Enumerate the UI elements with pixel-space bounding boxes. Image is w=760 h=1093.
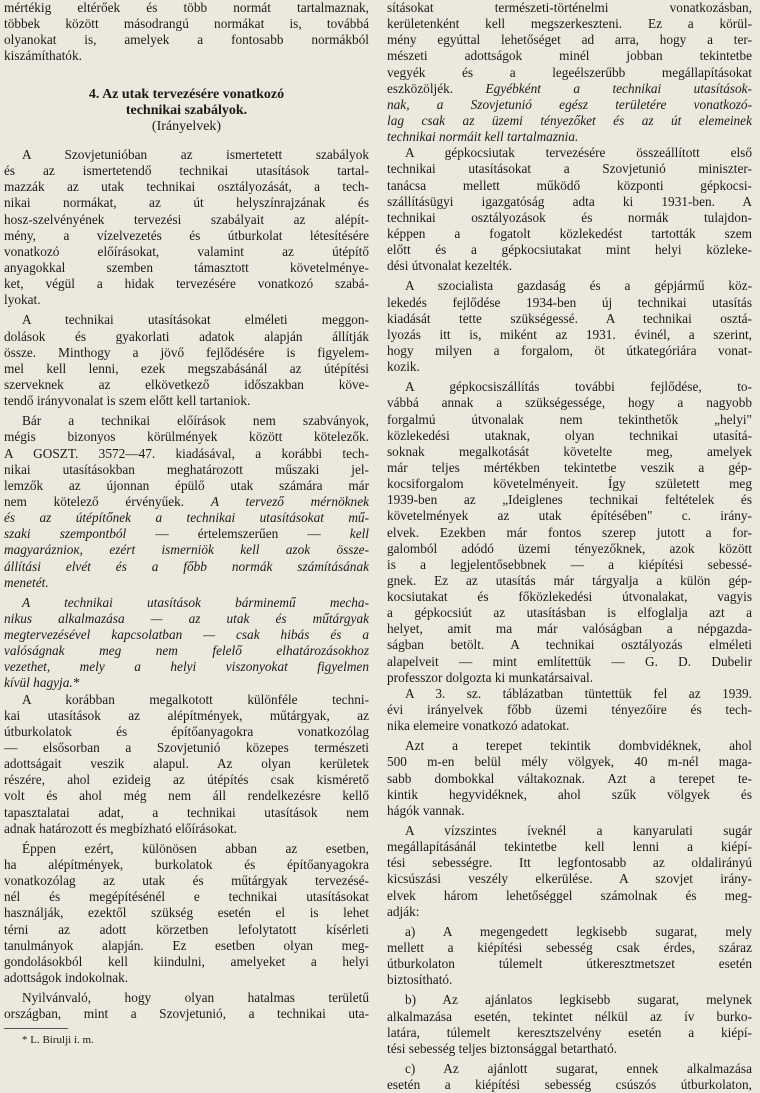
text-line: ságban betölt. A technikai osztályozás elméleti [387,637,752,653]
italic-span: valóságnak meg nem felelő elhatározásokhoz [4,643,369,659]
text-line: hogy milyen a forgalom, öt útkategóriára vonat- [387,342,752,358]
text-line: anyagokkal szemben támasztott követelménye- [4,259,369,275]
text-line: hágók vannak. [387,802,465,818]
text-line: adottságait veszik alapul. Az olyan kerületek [4,756,369,772]
text-line: forgalmú útvonalak nem tekinthetők „helyi" [387,411,752,427]
text-line: b) Az ajánlatos legkisebb sugarat, melynek [405,992,752,1008]
text-line: sításokat természeti-történelmi vonatkozásban, [387,0,752,15]
section-heading: 4. Az utak tervezésére vonatkozó [88,86,285,102]
text-line: mégis bizonyos körülmények között kötelezők. [4,429,369,445]
text-line: többek között másodrangú normákat is, továbbá [4,16,369,32]
text-line: elvek három lehetőséggel számolnak és meg- [387,887,752,903]
text-line [4,675,369,691]
paragraph [387,145,752,274]
text-line: dolások és gyakorlati adatok alapján állítják [4,328,369,344]
text-line: mértékig eltérőek és több normát tartalmaznak, [4,0,369,15]
text-line: tanulmányok alapján. Ez esetben olyan meg- [4,937,369,953]
text-line: esetén a kiépítési sebesség csúszós útburkolaton, [387,1077,752,1093]
text-line: előtt és a gépkocsiutakat mint helyi közleke- [387,242,752,258]
italic-span: magyaráznioк, ezért ismerniök kell azok össze- [4,542,369,558]
italic-span: Egyébként a technikai utasítások- [485,80,752,96]
text-line: kintik hegyvidéknek, ahol szűk völgyek és [387,786,752,802]
text-line: már teljes mértékben tekintetbe veszik a gép- [387,459,752,475]
paragraph [387,686,752,734]
text-line: képpen a fogatolt közlekedést tartották szem [387,225,752,241]
text-line: vonatkozó előírásokat, valamint az útépítő [4,243,369,259]
text-line [4,559,369,575]
text-line: nikai normákat, az út helyszínrajzának és [4,195,369,211]
text-line: tési sebességre. Itt legfontosabb az oldalirányú [387,855,752,871]
paragraph [4,312,369,409]
italic-span: vezethet, mely a helyi viszonyokat figyelmen [4,659,369,675]
right-column [387,0,752,1093]
text-line: technikai utasításokat a Szovjetunió miniszter- [387,161,752,177]
text-line: mel kell lenni, ezek megszabásánál az útépítési [4,360,369,376]
text-line: c) Az ajánlott sugarat, ennek alkalmazása [405,1061,752,1076]
paragraph [4,0,369,65]
text-line: szerveknek az elkövetkező időszakban köve- [4,376,369,392]
text-line: technikai osztályozások és normák tulajdon- [387,209,752,225]
text-line: alkalmazása esetén, tekintet nélkül az ív burko- [387,1008,752,1024]
text-line: adják: [387,903,420,919]
text-line: közlekedési utaknak, olyan technikai utasítá- [387,427,752,443]
text-line: követelmények az utak építésében" c. irány- [387,508,752,524]
italic-span: megtervezésével kapcsolatban — csak hibás és a [4,627,369,643]
italic-span: nak, a Szovjetunió egész területére vonatkozó- [387,96,752,112]
text-line: évi irányelvek főbb üzemi tényezőire és tech- [387,702,752,718]
text-line: ha alépítmények, burkolatok és építőanyagokra [4,857,369,873]
text-line: használják, ezektől szükség esetén el is lehet [4,905,369,921]
text-line: A 3. sz. táblázatban tüntettük fel az 1939. [405,685,752,701]
text-line: kiadását tette szükségessé. A technikai osztá- [387,310,752,326]
paragraph [387,0,752,145]
text-line [4,627,369,643]
text-line: A Szovjetunióban az ismertetett szabályok [22,146,369,162]
text-line: professzor dolgozta ki munkatársaival. [387,669,594,685]
text-line: A GOSZT. 3572—47. kiadásával, a korábbi tech- [4,445,369,461]
text-line: tapasztalatai adat, a technikai utasítások nem [4,804,369,820]
text-line: lekedés fejlődése 1934-ben új technikai utasítás [387,294,752,310]
text-line: sabb dombokkal váltakoznak. Azt a terepet te- [387,770,752,786]
paragraph [4,692,369,837]
text-line: vábbá annak a szükségessége, hogy a nagyobb [387,395,752,411]
text-line: össze. Minthogy a jövő fejlődésére is figyelem- [4,344,369,360]
text-line: tanácsa mellett működő központi gépkocsi- [387,177,752,193]
text-line: mény, a vízelvezetés és útburkolat létesítésére [4,227,369,243]
italic-span: és az útépítőnek a technikai utasításokat mű- [4,510,369,526]
text-line [4,542,369,558]
text-line: olyanokat is, amelyek a fontosabb normákból [4,32,369,48]
text-line: lyokat. [4,292,41,308]
text-line: Azt a terepet tekintik dombvidéknek, ahol [405,738,752,754]
italic-span: kell [349,526,369,542]
italic-span: A technikai utasítások bárminemű mecha- [22,594,369,610]
text-line [4,595,369,611]
text-line [4,659,369,675]
text-line: soknak megalkotását követelte meg, amelyek [387,443,752,459]
text-line: nél és megépítésénél e technikai utasításokat [4,889,369,905]
italic-span: technikai normáit kell tartalmazniа. [387,129,579,145]
text-line: dési útvonalat kezelték. [387,258,513,274]
text-line: adnak határozott és megbízható előírásokat. [4,820,237,836]
text-line: útburkolaton túlemelt útkeresztmetszet esetén [387,956,752,972]
paragraph [4,841,369,986]
text-line: latára, túlemelt keresztszelvény esetén a kiépí- [387,1024,752,1040]
text-line: kozik. [387,359,420,375]
text-line: kerületenként kell megszerkeszteni. Ez a körül- [387,16,752,32]
text-line: vonatkozólag az utak és műtárgyak tervezésé- [4,873,369,889]
text-line: szállításügyi igazgatóság adta ki 1931-ben. A [387,193,752,209]
text-line: nika elemeire vonatkozó adatokat. [387,718,570,734]
text-line: tési sebesség teljes biztonsággal betartható. [387,1040,618,1056]
text-line: gondolásokból kell kiindulni, amelyeket a helyi [4,953,369,969]
text-line: A gépkocsiutak tervezésére összeállított első [405,145,752,161]
text-line: — elsősorban a Szovjetunió közepes természeti [4,740,369,756]
text-line: A szocialista gazdaság és a gépjármű köz- [405,278,752,294]
text-line: biztosítható. [387,972,453,988]
text-line: alapelveit — mint említettük — G. D. Dubelir [387,653,752,669]
paragraph [4,595,369,692]
text-line: kiszámíthatók. [4,48,82,64]
text-line: kocsiforgalom követelményeit. Így született meg [387,476,752,492]
text-line: Bár a technikai előírások nem szabványok, [22,413,369,429]
text-line: 500 m-en belül mély völgyek, 40 m-nél maga- [387,754,752,770]
italic-span: menetét. [4,574,49,590]
italic-span: A tervező mérnöknek [210,493,369,509]
text-line: mellett a kiépítési sebesség csak érdes, száraz [387,940,752,956]
text-line: A technikai utasításokat elméleti meggon- [22,312,369,328]
text-line: lemzők az újonnan épülő utak számára már [4,477,369,493]
text-line: volt és ahol még nem áll rendelkezésre kellő [4,788,369,804]
text-line: helyet, amit ma már valóságban a népgazda- [387,621,752,637]
italic-span: lag csak az üzemi tényezőket és az út elemeinek [387,112,752,128]
paragraph [4,413,369,591]
paragraph [4,990,369,1022]
text-line: útburkolatok és építőanyagokra vonatkozólag [4,723,369,739]
text-line [4,510,369,526]
paragraph [387,278,752,375]
text-line: nikai utasításokban meghatározott műszaki jel- [4,461,369,477]
italic-span: kívül hagyja.* [4,675,80,691]
text-line: ket, végül a hidak tervezésére vonatkozó szabá- [4,276,369,292]
text-line: vegyék és a legeélszerűbb megállapításokat [387,64,752,80]
text-line: hosz-szelvényének tervezési szabályait az alépít- [4,211,369,227]
text-line: A korábban megalkotott különféle techni- [22,691,369,707]
text-line: és az ismertetendő technikai utasítások tartal- [4,163,369,179]
text-line: tendő irányvonalat is szem előtt kell tartaniok. [4,393,251,409]
text-line: A gépkocsiszállítás további fejlődése, to- [405,379,752,395]
italic-span: szaki szempontból [4,526,127,542]
paragraph [387,738,752,819]
text-line: kocsiutakat és főközlekedési útvonalakat, vagyis [387,589,752,605]
text-span: nem kötelező érvényűek. [4,493,185,509]
text-span: eszközöljék. [387,80,454,96]
text-line: mazzák az utak technikai osztályozását, a tech- [4,179,369,195]
text-line [387,97,752,113]
text-line: is a legjelentősebbnek — a kiépítési sebessé- [387,556,752,572]
paragraph [387,379,752,686]
text-line [387,129,752,145]
text-line [387,81,752,97]
text-line [4,611,369,627]
text-line: mény egyúttal lehetőséget ad arra, hogy a ter- [387,32,752,48]
text-line: részére, ahol ezideig az útépítés csak kismérető [4,772,369,788]
text-line: a) A megengedett legkisebb sugarat, mely [405,923,752,939]
text-span: — értelemszerűen — [126,526,350,542]
paragraph [387,823,752,920]
text-line: kicsúszási veszély elkerülése. A szovjet irány- [387,871,752,887]
list-item [387,924,752,989]
text-line: galomból adódó üzemi tényezőknek, azok között [387,540,752,556]
paragraph [4,147,369,308]
text-line: adottságok indokolnak. [4,970,129,986]
text-line: lyozás itt is, miként az 1931. évinél, a szerint, [387,326,752,342]
text-line: megállapításánál tekintetbe kell lenni a kiépí- [387,839,752,855]
italic-span: állítási elvét és a főbb normák számításának [4,558,369,574]
text-line [4,494,369,510]
text-line: A vízszintes íveknél a kanyarulati sugár [405,823,752,839]
text-line: mészeti adottságok minél jobban tekintetbe [387,48,752,64]
text-line [4,575,369,591]
section-subheading: (Irányelvek) [151,118,222,134]
text-line: kai utasítások az alépítmények, műtárgyak, az [4,707,369,723]
text-line: a gépkocsiút az utasításban is elfoglalja azt a [387,605,752,621]
footnote-divider [4,1028,68,1029]
text-line: térni az adott körzetben lefolytatott kísérleti [4,921,369,937]
text-line: 1939-ben az „Ideiglenes technikai feltételek és [387,492,752,508]
text-line: gnek. Ez az utasítás már tárgyalja a külön gép- [387,572,752,588]
text-line: elvek. Ezekben már fontos szerep jutott a for- [387,524,752,540]
footnote: * L. Birulji i. m. [22,1034,94,1047]
text-line [387,113,752,129]
section-heading: technikai szabályok. [125,102,248,118]
text-line [4,526,369,542]
left-column [4,0,369,1047]
text-line: Éppen ezért, különösen abban az esetben, [22,840,369,856]
text-line: Nyilvánvaló, hogy olyan hatalmas területű [22,990,369,1006]
italic-span: nikus alkalmazása — az utak és műtárgyak [4,610,369,626]
text-line: országban, mint a Szovjetunió, a technikai uta- [4,1006,369,1022]
list-item [387,992,752,1057]
list-item [387,1061,752,1093]
text-line [4,643,369,659]
